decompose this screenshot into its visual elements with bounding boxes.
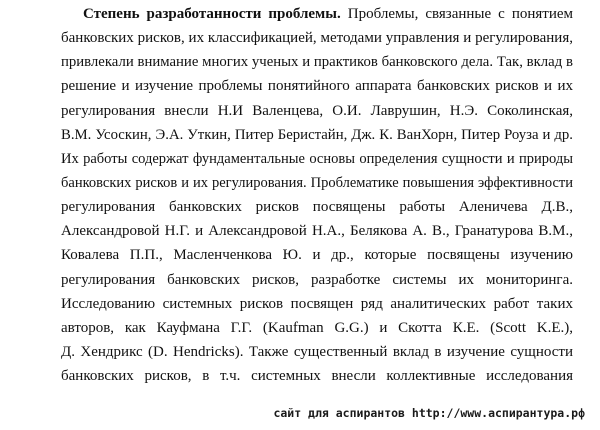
paragraph-line: банковских рисков, в т.ч. системных внесли коллективные исследования	[61, 368, 573, 385]
paragraph-line: Исследованию системных рисков посвящен ряд аналитических работ таких	[61, 295, 573, 312]
paragraph-line: Ковалева П.П., Масленченкова Ю. и др., которые посвящены изучению	[61, 247, 573, 264]
body-paragraph	[61, 2, 573, 388]
paragraph-line: решение и изучение проблемы понятийного аппарата банковских рисков и их	[61, 78, 573, 95]
paragraph-line: регулирования банковских рисков посвящены работы Аленичева Д.В.,	[61, 199, 573, 216]
paragraph-line: Их работы содержат фундаментальные основы определения сущности и природы	[61, 150, 573, 167]
paragraph-line: привлекали внимание многих ученых и практиков банковского дела. Так, вклад в	[61, 54, 573, 71]
paragraph-line: банковских рисков, их классификацией, методами управления и регулирования,	[61, 30, 573, 47]
paragraph-line: авторов, как Кауфмана Г.Г. (Kaufman G.G.) и Скотта К.Е. (Scott K.E.),	[61, 319, 573, 336]
section-lead-heading: Степень разработанности проблемы.	[83, 6, 341, 22]
paragraph-line: банковских рисков и их регулирования. Проблематике повышения эффективности	[61, 174, 573, 191]
paragraph-line: В.М. Усоскин, Э.А. Уткин, Питер Беристайн, Дж. К. ВанХорн, Питер Роуза и др.	[61, 126, 573, 143]
paragraph-line: регулирования банковских рисков, разработке системы их мониторинга.	[61, 271, 573, 288]
paragraph-line: Д. Хендрикс (D. Hendricks). Также существенный вклад в изучение сущности	[61, 343, 573, 360]
site-watermark: сайт для аспирантов http://www.аспирантура.рф	[273, 406, 585, 420]
paragraph-line: Александровой Н.Г. и Александровой Н.А., Белякова А. В., Гранатурова В.М.,	[61, 223, 573, 240]
paragraph-line: регулирования внесли Н.И Валенцева, О.И. Лаврушин, Н.Э. Соколинская,	[61, 102, 573, 119]
first-line-text: Проблемы, связанные с понятием	[347, 6, 573, 22]
paragraph-line	[61, 2, 573, 26]
